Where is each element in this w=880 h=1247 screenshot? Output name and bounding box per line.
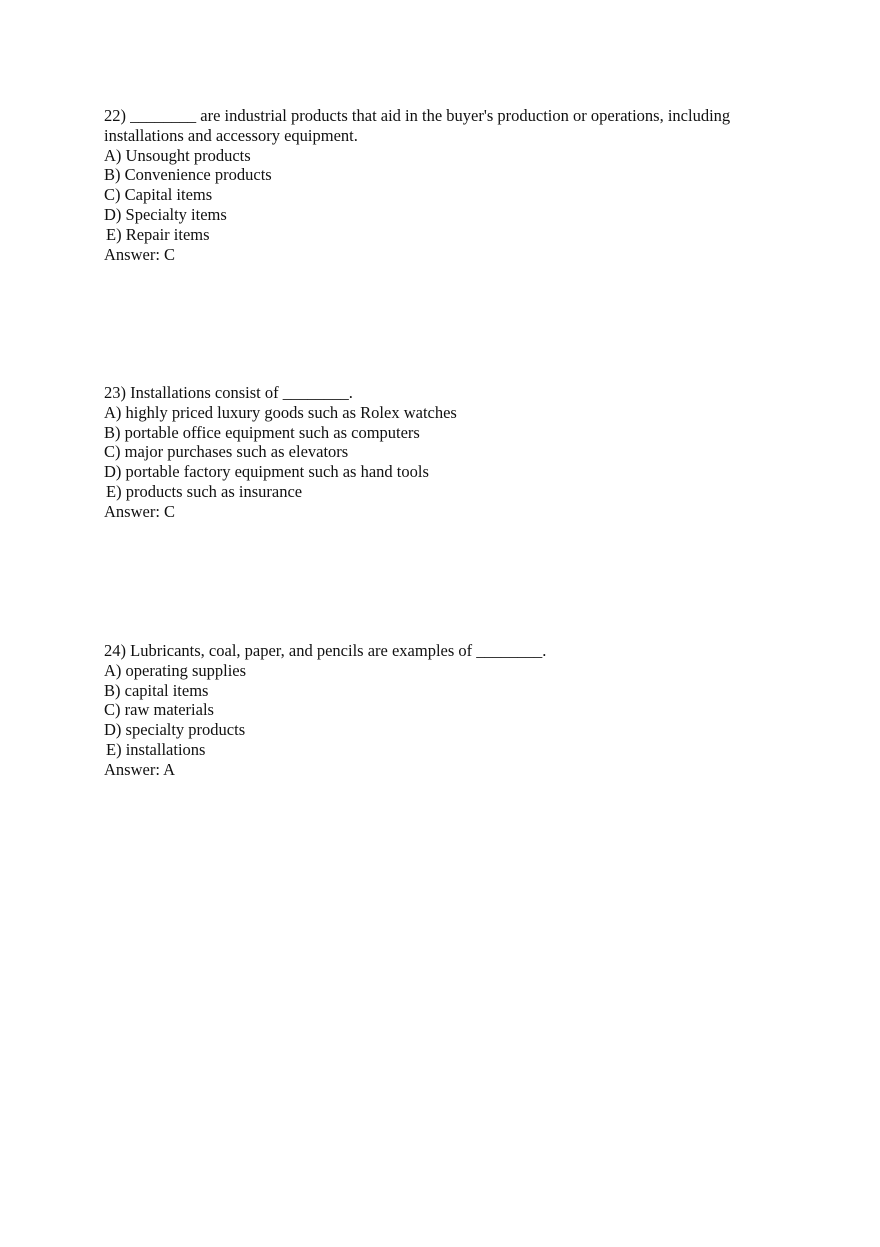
option-b: B) capital items bbox=[104, 680, 209, 700]
option-d: D) portable factory equipment such as hand tools bbox=[104, 462, 429, 482]
option-d: D) specialty products bbox=[104, 720, 246, 740]
option-e: E) products such as insurance bbox=[106, 481, 303, 501]
option-b: B) Convenience products bbox=[104, 165, 272, 185]
option-a: A) Unsought products bbox=[104, 145, 251, 165]
option-c: C) raw materials bbox=[104, 700, 214, 720]
question-prompt: 23) Installations consist of ________. bbox=[104, 383, 353, 402]
question-prompt: 24) Lubricants, coal, paper, and pencils are examples of ________. bbox=[104, 641, 547, 660]
question-22 bbox=[104, 106, 784, 264]
answer-line: Answer: A bbox=[104, 759, 176, 779]
option-a: A) highly priced luxury goods such as Rolex watches bbox=[104, 402, 457, 422]
question-prompt: 22) ________ are industrial products that aid in the buyer's production or operations, including installations and accessory equipment. bbox=[104, 106, 731, 145]
answer-line: Answer: C bbox=[104, 244, 176, 264]
option-b: B) portable office equipment such as computers bbox=[104, 422, 420, 442]
option-c: C) major purchases such as elevators bbox=[104, 442, 349, 462]
answer-line: Answer: C bbox=[104, 501, 176, 521]
option-a: A) operating supplies bbox=[104, 660, 247, 680]
option-e: E) installations bbox=[106, 739, 206, 759]
option-c: C) Capital items bbox=[104, 185, 213, 205]
question-24 bbox=[104, 641, 784, 780]
option-d: D) Specialty items bbox=[104, 204, 227, 224]
question-23 bbox=[104, 383, 784, 522]
option-e: E) Repair items bbox=[106, 224, 210, 244]
